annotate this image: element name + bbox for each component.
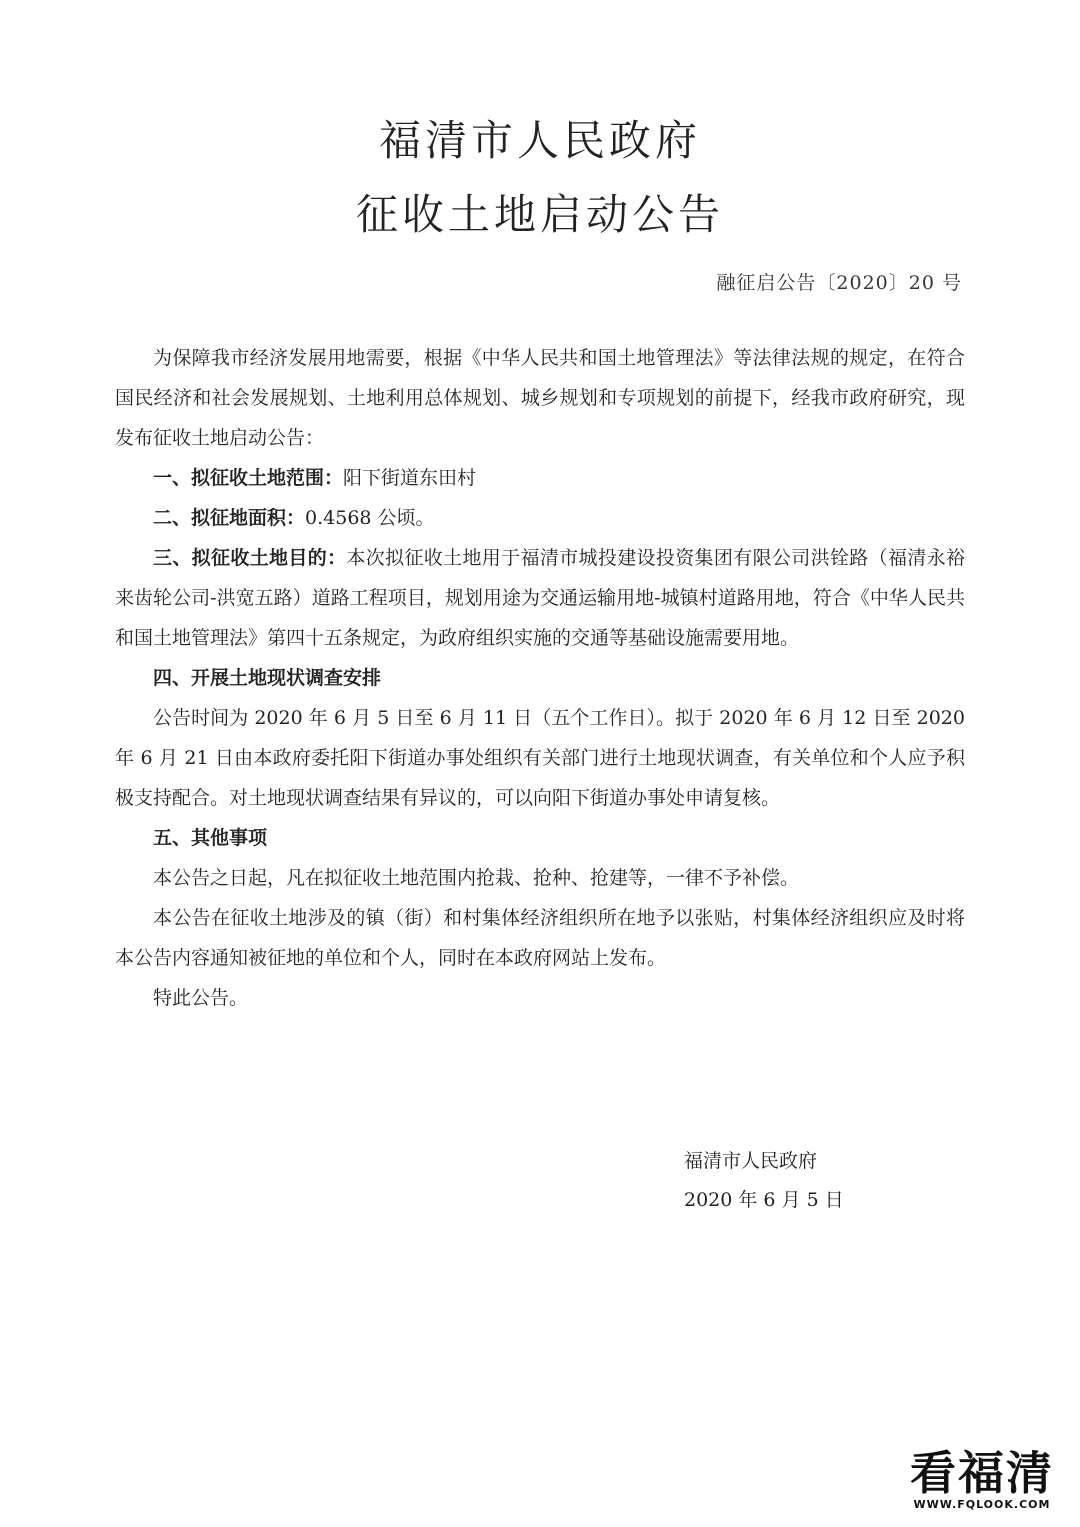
intro-paragraph: 为保障我市经济发展用地需要，根据《中华人民共和国土地管理法》等法律法规的规定，在符合国民经济和社会发展规划、土地利用总体规划、城乡规划和专项规划的前提下，经我市政府研究，现发布征收土地启动公告： — [115, 347, 965, 449]
document-title-line2: 征收土地启动公告 — [355, 190, 724, 239]
item-range — [115, 458, 965, 498]
section5-paragraph-2: 本公告在征收土地涉及的镇（街）和村集体经济组织所在地予以张贴，村集体经济组织应及时将本公告内容通知被征地的单位和个人，同时在本政府网站上发布。 — [115, 907, 965, 969]
document-number: 融征启公告〔2020〕20 号 — [716, 272, 962, 294]
item-purpose — [115, 538, 965, 658]
item-area — [115, 498, 965, 538]
closing-text: 特此公告。 — [153, 987, 249, 1009]
item-range-lead: 一、拟征收土地范围： — [153, 467, 344, 489]
section5-heading: 五、其他事项 — [153, 827, 268, 849]
watermark-logo — [910, 1448, 1054, 1511]
item-range-text: 阳下街道东田村 — [343, 467, 477, 489]
signature-org: 福清市人民政府 — [684, 1150, 818, 1172]
item-area-lead: 二、拟征地面积： — [153, 507, 306, 529]
document-title-line1: 福清市人民政府 — [378, 116, 701, 165]
section4-heading: 四、开展土地现状调查安排 — [153, 667, 382, 689]
item-purpose-text: 本次拟征收土地用于福清市城投建设投资集团有限公司洪铨路（福清永裕来齿轮公司-洪宽五路）道路工程项目，规划用途为交通运输用地-城镇村道路用地，符合《中华人民共和国土地管理法》第四十五条规定，为政府组织实施的交通等基础设施需要用地。 — [115, 547, 965, 649]
item-area-text: 0.4568 公顷。 — [305, 507, 435, 529]
section5-paragraph-1: 本公告之日起，凡在拟征收土地范围内抢栽、抢种、抢建等，一律不予补偿。 — [153, 867, 800, 889]
watermark-url: WWW.FQLOOK.COM — [913, 1498, 1051, 1511]
signature-date: 2020 年 6 月 5 日 — [684, 1189, 844, 1211]
item-purpose-lead: 三、拟征收土地目的： — [153, 547, 347, 569]
document-body — [115, 338, 965, 1018]
watermark-title: 看福清 — [910, 1446, 1054, 1500]
section4-paragraph: 公告时间为 2020 年 6 月 5 日至 6 月 11 日（五个工作日）。拟于 2020 年 6 月 12 日至 2020 年 6 月 21 日由本政府委托阳下街道办事处组织有关部门进行土地现状调查，有关单位和个人应予积极支持配合。对土地现状调查结果有异议的，可以向阳下街道办事处申请复核。 — [115, 707, 965, 809]
